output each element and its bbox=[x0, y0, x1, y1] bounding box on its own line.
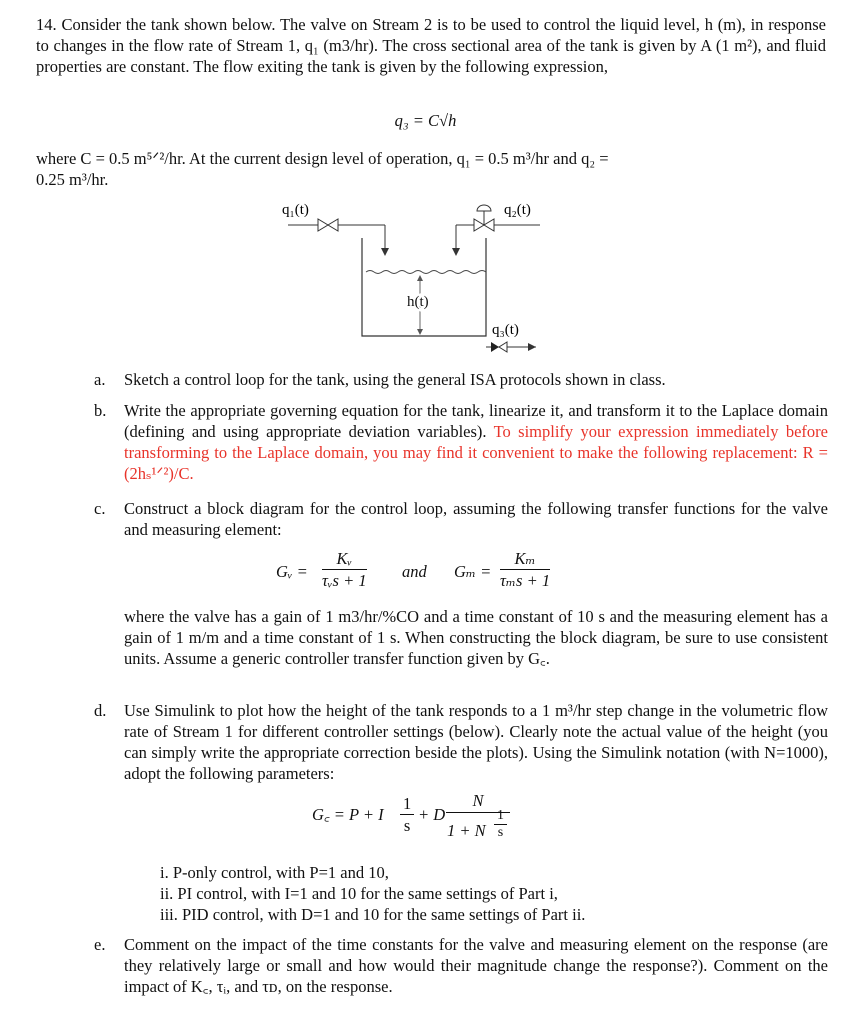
transfer-functions bbox=[276, 548, 596, 592]
q1-label: q₁(t) bbox=[282, 202, 309, 218]
where-line-2: 0.25 m³/hr. bbox=[36, 170, 109, 189]
q2-down-arrow-icon bbox=[452, 248, 460, 256]
gc-den-pre: 1 + N bbox=[447, 821, 486, 840]
part-a-label: a. bbox=[94, 370, 106, 389]
gc-N: N bbox=[446, 790, 510, 813]
gv-denominator: τᵥs + 1 bbox=[322, 571, 367, 590]
gc-plus-d: + D bbox=[418, 805, 446, 824]
gv-fraction bbox=[322, 548, 367, 591]
q3-right-arrow-icon bbox=[528, 343, 536, 351]
q2-label: q₂(t) bbox=[504, 202, 531, 218]
gm-numerator: Kₘ bbox=[500, 548, 550, 570]
part-c-text: Construct a block diagram for the control loop, assuming the following transfer functions for the valve and measuring element: bbox=[124, 499, 828, 539]
tank-outline bbox=[362, 238, 486, 336]
part-d-items bbox=[160, 862, 780, 925]
part-a-text: Sketch a control loop for the tank, using the general ISA protocols shown in class. bbox=[124, 370, 666, 389]
part-b-red-text: To simplify your expression immediately before transforming to the Laplace domain, you may find it convenient to make the following replacement: R = (2hₛ¹ᐟ²)/C. bbox=[124, 422, 828, 483]
gc-lhs: G꜀ = P + I bbox=[312, 805, 384, 824]
gc-den-s: s bbox=[497, 825, 504, 840]
gc-den-fraction bbox=[494, 808, 507, 841]
q3-valve-icon bbox=[491, 342, 499, 352]
gv-numerator: Kᵥ bbox=[322, 548, 367, 570]
problem-intro: 14. Consider the tank shown below. The valve on Stream 2 is to be used to control the liquid level, h (m), in response to changes in the flow rate of Stream 1, q₁ (m3/hr). The cross sectional area of the tank is given by A (1 m²), and fluid properties are constant. The flow exiting the tank is given by the following expression, bbox=[36, 15, 826, 76]
and-word: and bbox=[402, 562, 427, 581]
gc-s: s bbox=[403, 816, 411, 835]
part-d-item-ii: ii. PI control, with I=1 and 10 for the same settings of Part i, bbox=[160, 884, 558, 903]
part-e-text: Comment on the impact of the time constants for the valve and measuring element on the response (are they relatively large or small and how would their magnitude change the response?). Comment on the impact of K꜀, τᵢ, and τᴅ, on the response. bbox=[124, 935, 828, 996]
h-label: h(t) bbox=[407, 294, 429, 310]
gm-fraction bbox=[500, 548, 550, 591]
gv-lhs: Gᵥ = bbox=[276, 562, 308, 581]
part-c-label: c. bbox=[94, 499, 106, 518]
q1-valve-icon bbox=[318, 219, 328, 231]
tank-diagram bbox=[270, 196, 570, 366]
part-d-text: Use Simulink to plot how the height of the tank responds to a 1 m³/hr step change in the volumetric flow rate of Stream 1 for different controller settings (below). Clearly note the actual value of the height (you can simply write the appropriate correction beside the plots). Using the Simulink notation (with N=1000), adopt the following parameters: bbox=[124, 701, 828, 783]
liquid-surface bbox=[366, 271, 486, 274]
part-c-text2: where the valve has a gain of 1 m3/hr/%CO and a time constant of 10 s and the measuring element has a gain of 1 m/m and a time constant of 1 s. When constructing the block diagram, be sure to use consistent units. Assume a generic controller transfer function given by G꜀. bbox=[124, 607, 828, 668]
gc-equation bbox=[312, 792, 572, 846]
part-b-text: Write the appropriate governing equation for the tank, linearize it, and transform it to the Laplace domain (defining and using appropriate deviation variables). bbox=[124, 401, 828, 441]
gm-lhs: Gₘ = bbox=[454, 562, 492, 581]
gm-denominator: τₘs + 1 bbox=[500, 571, 551, 590]
part-d-item-iii: iii. PID control, with D=1 and 10 for the same settings of Part ii. bbox=[160, 905, 586, 924]
part-b-label: b. bbox=[94, 401, 107, 420]
where-line-1: where C = 0.5 m⁵ᐟ²/hr. At the current design level of operation, q₁ = 0.5 m³/hr and q₂ = bbox=[36, 149, 609, 168]
part-d-label: d. bbox=[94, 701, 107, 720]
gc-den-one: 1 bbox=[494, 808, 507, 825]
part-b-body bbox=[124, 400, 828, 484]
q1-down-arrow-icon bbox=[381, 248, 389, 256]
q3-label: q₃(t) bbox=[492, 322, 519, 338]
q2-control-valve-icon bbox=[474, 219, 484, 231]
equation-q3: q₃ = C√h bbox=[394, 111, 457, 130]
part-d-item-i: i. P-only control, with P=1 and 10, bbox=[160, 863, 389, 882]
gc-integral-fraction bbox=[400, 793, 414, 836]
part-e-label: e. bbox=[94, 935, 106, 954]
gc-one: 1 bbox=[400, 793, 414, 815]
